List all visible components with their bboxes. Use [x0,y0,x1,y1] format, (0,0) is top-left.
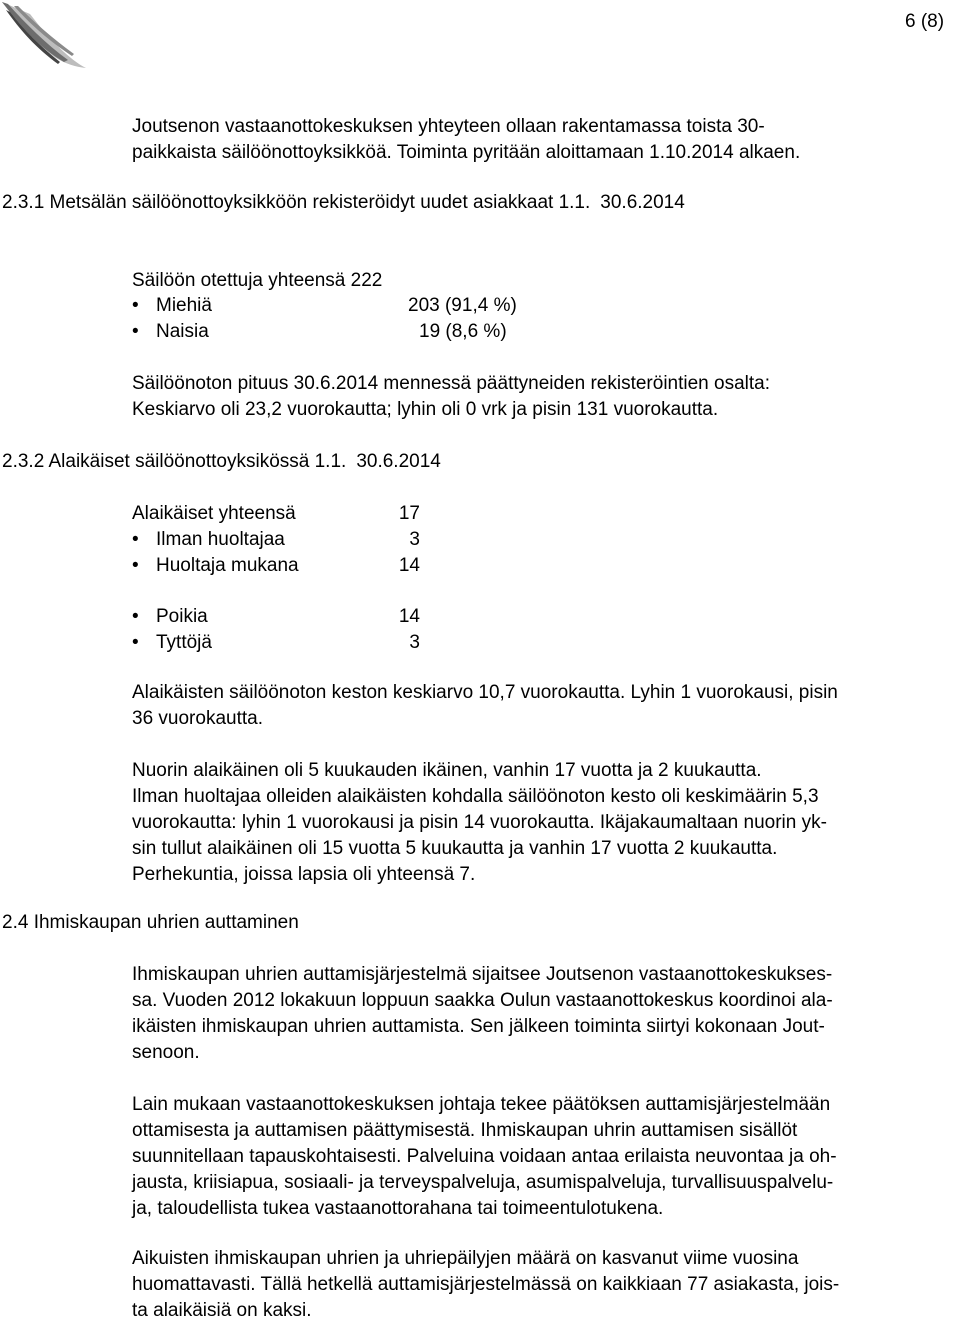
intro-line-1: Joutsenon vastaanottokeskuksen yhteyteen ollaan rakentamassa toista 30- [132,116,765,137]
bullet-label: Tyttöjä [156,632,212,653]
bullet-icon: • [132,606,139,627]
bullet-value: 3 [409,632,420,653]
minors-duration-paragraph: Alaikäisten säilöönoton keston keskiarvo 10,7 vuorokautta. Lyhin 1 vuorokausi, pisin 36 vuorokautta. [132,682,838,729]
duration-line-1: Säilöönoton pituus 30.6.2014 mennessä päättyneiden rekisteröintien osalta: [132,373,770,394]
minors-age-paragraph: Nuorin alaikäinen oli 5 kuukauden ikäinen, vanhin 17 vuotta ja 2 kuukautta. Ilman huoltajaa olleiden alaikäisten kohdalla säilöönoton kesto oli keskimäärin 5,3 vuorokautta: lyhin 1 vuorokausi ja pisin 14 vuorokautta. Ikäjakaumaltaan nuorin yk- sin tullut alaikäinen oli 15 vuotta 5 kuukautta ja vanhin 17 vuotta 2 kuukautta. Perhekuntia, joissa lapsia oli yhteensä 7. [132,760,827,885]
bullet-label: Ilman huoltajaa [156,529,285,550]
bullet-label: Poikia [156,606,208,627]
bullet-label: Huoltaja mukana [156,555,299,576]
section-heading-231: 2.3.1 Metsälän säilöönottoyksikköön rekisteröidyt uudet asiakkaat 1.1. 30.6.2014 [2,192,685,213]
bullet-value: 3 [409,529,420,550]
section-heading-24: 2.4 Ihmiskaupan uhrien auttaminen [2,912,299,933]
intro-line-2: paikkaista säilöönottoyksikköä. Toiminta pyritään aloittamaan 1.10.2014 alkaen. [132,142,801,163]
minors-total-label: Alaikäiset yhteensä [132,503,296,524]
bullet-value: 14 [398,606,420,627]
bullet-label: Miehiä [156,295,212,316]
bullet-icon: • [132,529,139,550]
bullet-icon: • [132,632,139,653]
duration-line-2: Keskiarvo oli 23,2 vuorokautta; lyhin oli 0 vrk ja pisin 131 vuorokautta. [132,399,719,420]
bullet-label: Naisia [156,321,209,342]
detained-total: Säilöön otettuja yhteensä 222 [132,270,383,291]
trafficking-paragraph-3: Aikuisten ihmiskaupan uhrien ja uhriepäilyjen määrä on kasvanut viime vuosina huomattavasti. Tällä hetkellä auttamisjärjestelmässä on kaikkiaan 77 asiakasta, jois- ta alaikäisiä on kaksi. [132,1248,840,1321]
bullet-icon: • [132,295,139,316]
bullet-value: 19 (8,6 %) [419,321,507,342]
bullet-value: 14 [398,555,420,576]
trafficking-paragraph-2: Lain mukaan vastaanottokeskuksen johtaja tekee päätöksen auttamisjärjestelmään ottamisesta ja auttamisen päättymisestä. Ihmiskaupan uhrin auttamisen sisällöt suunnitellaan tapauskohtaisesti. Palveluina voidaan antaa erilaista neuvontaa ja oh- jausta, kriisiapua, sosiaali- ja terveyspalveluja, asumispalveluja, turvallisuuspalvelu- ja, taloudellista tukea vastaanottorahana tai toimeentulotukena. [132,1094,837,1219]
bullet-value: 203 (91,4 %) [408,295,517,316]
bullet-icon: • [132,555,139,576]
swan-logo-icon [0,0,90,72]
section-heading-232: 2.3.2 Alaikäiset säilöönottoyksikössä 1.1. 30.6.2014 [2,451,441,472]
minors-total-value: 17 [398,503,420,524]
bullet-icon: • [132,321,139,342]
trafficking-paragraph-1: Ihmiskaupan uhrien auttamisjärjestelmä sijaitsee Joutsenon vastaanottokeskukses- sa. Vuoden 2012 lokakuun loppuun saakka Oulun vastaanottokeskus koordinoi ala- ikäisten ihmiskaupan uhrien auttamista. Sen jälkeen toiminta siirtyi kokonaan Jout- senoon. [132,964,833,1063]
page-number: 6 (8) [905,11,945,32]
